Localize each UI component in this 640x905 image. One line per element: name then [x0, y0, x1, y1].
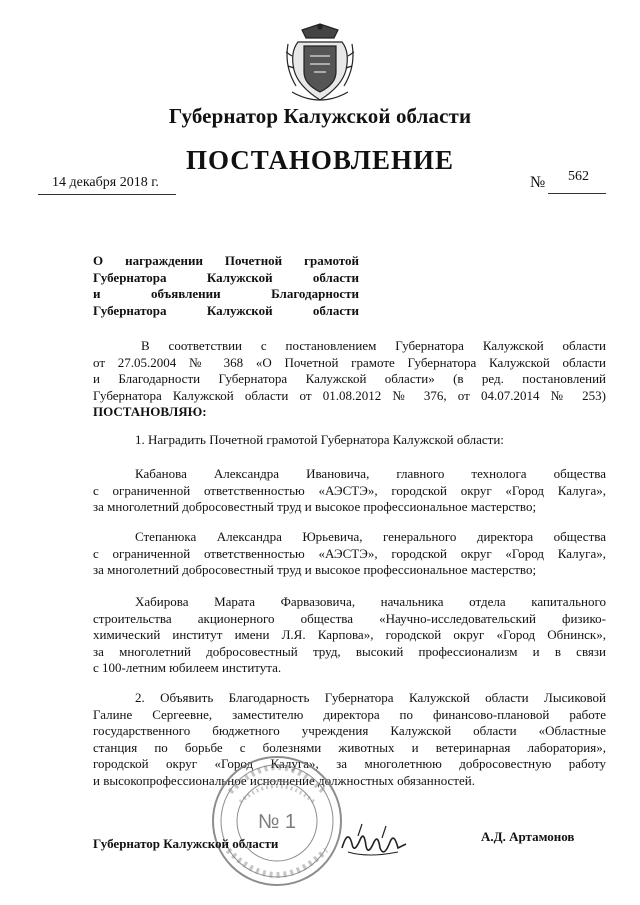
signatory-title: Губернатор Калужской области — [93, 836, 279, 851]
signatory-name: А.Д. Артамонов — [481, 829, 575, 844]
preamble-line: В соответствии с постановлением Губернатора Калужской области — [141, 338, 606, 353]
preamble-paragraph — [93, 338, 606, 421]
subject-line: и объявлении Благодарности — [93, 286, 359, 301]
item2-line: городской округ «Город Калуга», за многолетнюю добросовестную работу — [93, 756, 606, 771]
awardee-line: с 100-летним юбилеем института. — [93, 660, 282, 675]
number-underline — [548, 193, 606, 194]
awardee-paragraph — [93, 466, 606, 516]
awardee-line: строительства акционерного общества «Научно-исследовательский физико- — [93, 610, 606, 626]
awardee-paragraph — [93, 594, 606, 677]
handwritten-signature — [338, 818, 410, 866]
awardee-paragraph — [93, 529, 606, 579]
awardee-line: за многолетний добросовестный труд, высокий профессионализм и в связи — [93, 643, 606, 659]
official-stamp-seal — [208, 752, 346, 890]
item2-line: станция по борьбе с болезнями животных и ветеринарная лаборатория», — [93, 739, 606, 755]
document-date: 14 декабря 2018 г. — [52, 175, 159, 190]
issuer-title: Губернатор Калужской области — [168, 104, 472, 128]
item2-line: и высокопрофессиональное исполнение должностных обязанностей. — [93, 772, 475, 788]
awardee-line: с ограниченной ответственностью «АЭСТЭ», городской округ «Город Калуга», — [93, 482, 606, 498]
awardee-line: Степанюка Александра Юрьевича, генерального директора общества — [135, 529, 606, 544]
subject-line: Губернатора Калужской области — [93, 269, 359, 285]
stamp-number: № 1 — [257, 811, 297, 833]
preamble-line: от 27.05.2004 № 368 «О Почетной грамоте Губернатора Калужской области — [93, 354, 606, 370]
awardee-line: Кабанова Александра Ивановича, главного технолога общества — [135, 466, 606, 481]
coat-of-arms-emblem — [284, 22, 356, 106]
subject-line: Губернатора Калужской области — [93, 302, 359, 318]
number-label: № — [530, 174, 546, 191]
subject-line: О награждении Почетной грамотой — [93, 253, 359, 268]
document-number: 562 — [568, 169, 589, 184]
item2-line: 2. Объявить Благодарность Губернатора Калужской области Лысиковой — [135, 690, 606, 705]
awardee-line: Хабирова Марата Фарвазовича, начальника отдела капитального — [135, 594, 606, 609]
item2-paragraph — [93, 690, 606, 789]
preamble-line: Губернатора Калужской области от 01.08.2012 № 376, от 04.07.2014 № 253) — [93, 387, 606, 403]
awardee-line: за многолетний добросовестный труд и высокое профессиональное мастерство; — [93, 562, 537, 577]
document-type-heading: ПОСТАНОВЛЕНИЕ — [185, 145, 455, 175]
document-subject — [93, 253, 359, 319]
awardee-line: с ограниченной ответственностью «АЭСТЭ», городской округ «Город Калуга», — [93, 545, 606, 561]
awardee-line: химический институт имени Л.Я. Карпова», городской округ «Город Обнинск», — [93, 627, 606, 642]
awardee-line: за многолетний добросовестный труд и высокое профессиональное мастерство; — [93, 499, 537, 514]
item2-line: государственного бюджетного учреждения Калужской области «Областные — [93, 723, 606, 738]
decree-word: ПОСТАНОВЛЯЮ: — [93, 404, 207, 419]
preamble-line: и Благодарности Губернатора Калужской области» (в ред. постановлений — [93, 371, 606, 386]
item2-line: Галине Сергеевне, заместителю директора по финансово-плановой работе — [93, 706, 606, 722]
item1-heading: 1. Наградить Почетной грамотой Губернатора Калужской области: — [135, 432, 504, 447]
date-underline — [38, 194, 176, 195]
